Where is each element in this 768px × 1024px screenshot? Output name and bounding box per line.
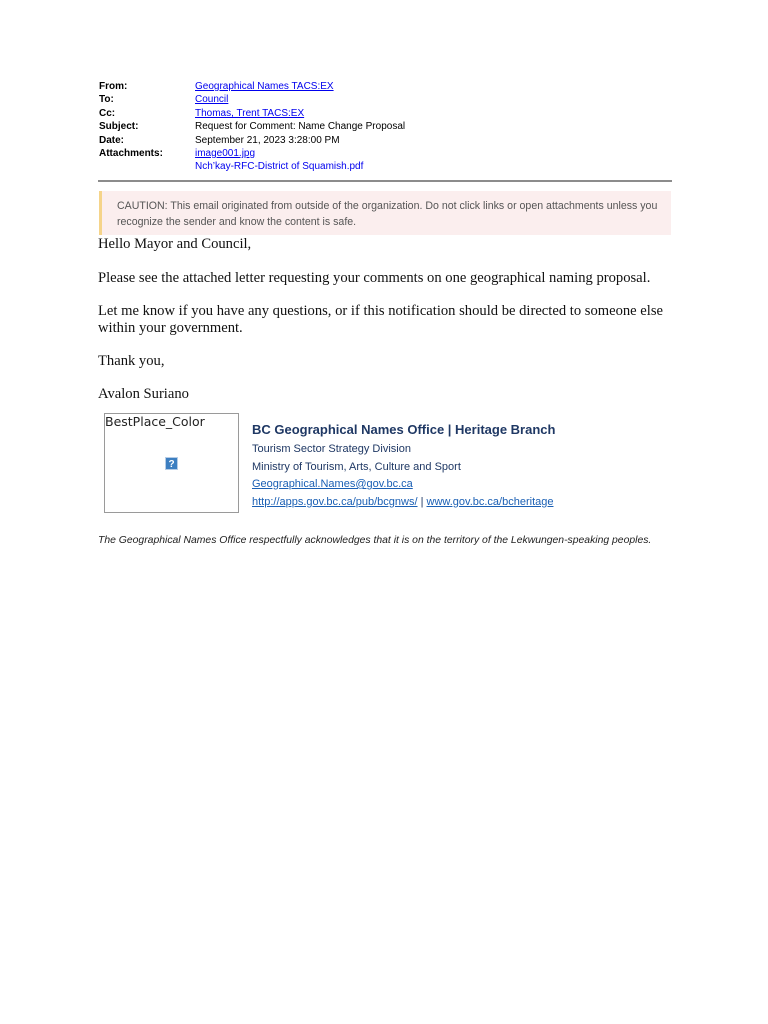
signature-url-link[interactable]: http://apps.gov.bc.ca/pub/bcgnws/: [252, 495, 418, 508]
date-row: [99, 134, 673, 147]
to-row: [99, 93, 673, 106]
attachment-link[interactable]: image001.jpg: [195, 148, 256, 160]
header-divider: [98, 180, 672, 182]
cc-row: [99, 107, 673, 120]
attachments-label: Attachments:: [99, 148, 163, 160]
date-value: September 21, 2023 3:28:00 PM: [195, 134, 340, 146]
signature-division: Tourism Sector Strategy Division: [252, 443, 411, 455]
logo-image-placeholder: [104, 413, 239, 513]
cc-label: Cc:: [99, 107, 116, 119]
to-label: To:: [99, 94, 114, 106]
to-link[interactable]: Council: [195, 94, 229, 106]
broken-image-icon: ?: [165, 457, 178, 470]
image-alt-text: BestPlace_Color: [105, 414, 205, 429]
cc-link[interactable]: Thomas, Trent TACS:EX: [195, 107, 305, 119]
closing: Thank you,: [98, 353, 165, 369]
body-paragraph-2: Let me know if you have any questions, or if this notification should be directed to someone else within your government.: [98, 303, 663, 336]
date-label: Date:: [99, 134, 125, 146]
from-link[interactable]: Geographical Names TACS:EX: [195, 81, 334, 92]
attachment-name[interactable]: Nch’kay-RFC-District of Squamish.pdf: [195, 161, 364, 173]
from-row: [99, 80, 673, 93]
subject-label: Subject:: [99, 121, 139, 133]
body-paragraph-1: Please see the attached letter requesting your comments on one geographical naming proposal.: [98, 270, 651, 286]
from-label: From:: [99, 81, 128, 92]
signature-email-link[interactable]: Geographical.Names@gov.bc.ca: [252, 478, 413, 490]
subject-row: [99, 120, 673, 133]
sender-name: Avalon Suriano: [98, 386, 189, 402]
signature-ministry: Ministry of Tourism, Arts, Culture and Sport: [252, 460, 461, 473]
greeting: Hello Mayor and Council,: [98, 236, 252, 252]
signature-heritage-link[interactable]: www.gov.bc.ca/bcheritage: [426, 495, 554, 508]
caution-banner: CAUTION: This email originated from outside of the organization. Do not click links or open attachments unless you recognize the sender and know the content is safe.: [99, 191, 671, 235]
attachments-row: [99, 147, 673, 174]
subject-value: Request for Comment: Name Change Proposal: [195, 121, 406, 133]
email-header: [99, 80, 673, 174]
signature-org: BC Geographical Names Office | Heritage Branch: [252, 422, 556, 437]
signature-block: [252, 422, 555, 511]
signature-separator: |: [420, 495, 424, 508]
territory-acknowledgement: The Geographical Names Office respectfully acknowledges that it is on the territory of the Lekwungen-speaking peoples.: [98, 535, 652, 546]
